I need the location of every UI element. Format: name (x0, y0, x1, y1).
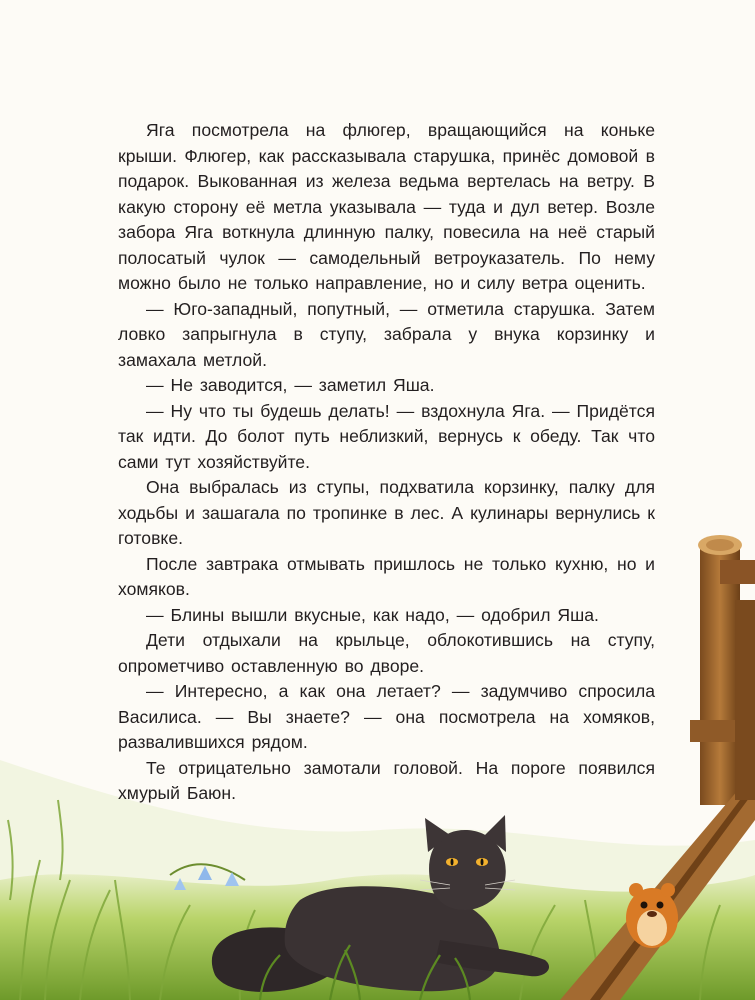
paragraph: — Интересно, а как она летает? — задумчиво спросила Василиса. — Вы знаете? — она посмотрела на хомяков, развалившихся рядом. (118, 681, 655, 752)
paragraph: Те отрицательно замотали головой. На пороге появился хмурый Баюн. (118, 757, 655, 803)
hamster (626, 883, 678, 948)
paragraph: — Не заводится, — заметил Яша. (146, 375, 435, 395)
paragraph: — Юго-западный, попутный, — отметила старушка. Затем ловко запрыгнула в ступу, забрала у внука корзинку и замахала метлой. (118, 298, 655, 370)
paragraph: Она выбралась из ступы, подхватила корзинку, палку для ходьбы и зашагала по тропинке в лес. А кулинары вернулись к готовке. (118, 477, 655, 548)
paragraph: — Ну что ты будешь делать! — вздохнула Яга. — Придётся так идти. До болот путь неблизкий, вернусь к обеду. Так что сами тут хозяйствуйте. (118, 400, 655, 472)
paragraph: Яга посмотрела на флюгер, вращающийся на коньке крыши. Флюгер, как рассказывала старушка, принёс домовой в подарок. Выкованная из железа ведьма вертелась на ветру. В какую сторону её метла указывала — туда и дул ветер. Возле забора Яга воткнула длинную палку, повесила на неё старый полосатый чулок — самодельный ветроуказатель. По нему можно было не только направление, но и силу ветра оценить. (118, 120, 655, 293)
paragraph: После завтрака отмывать пришлось не только кухню, но и хомяков. (118, 553, 655, 599)
paragraph: Дети отдыхали на крыльце, облокотившись на ступу, опрометчиво оставленную во дворе. (118, 630, 655, 676)
story-text (118, 118, 655, 807)
paragraph: — Блины вышли вкусные, как надо, — одобрил Яша. (146, 604, 599, 625)
